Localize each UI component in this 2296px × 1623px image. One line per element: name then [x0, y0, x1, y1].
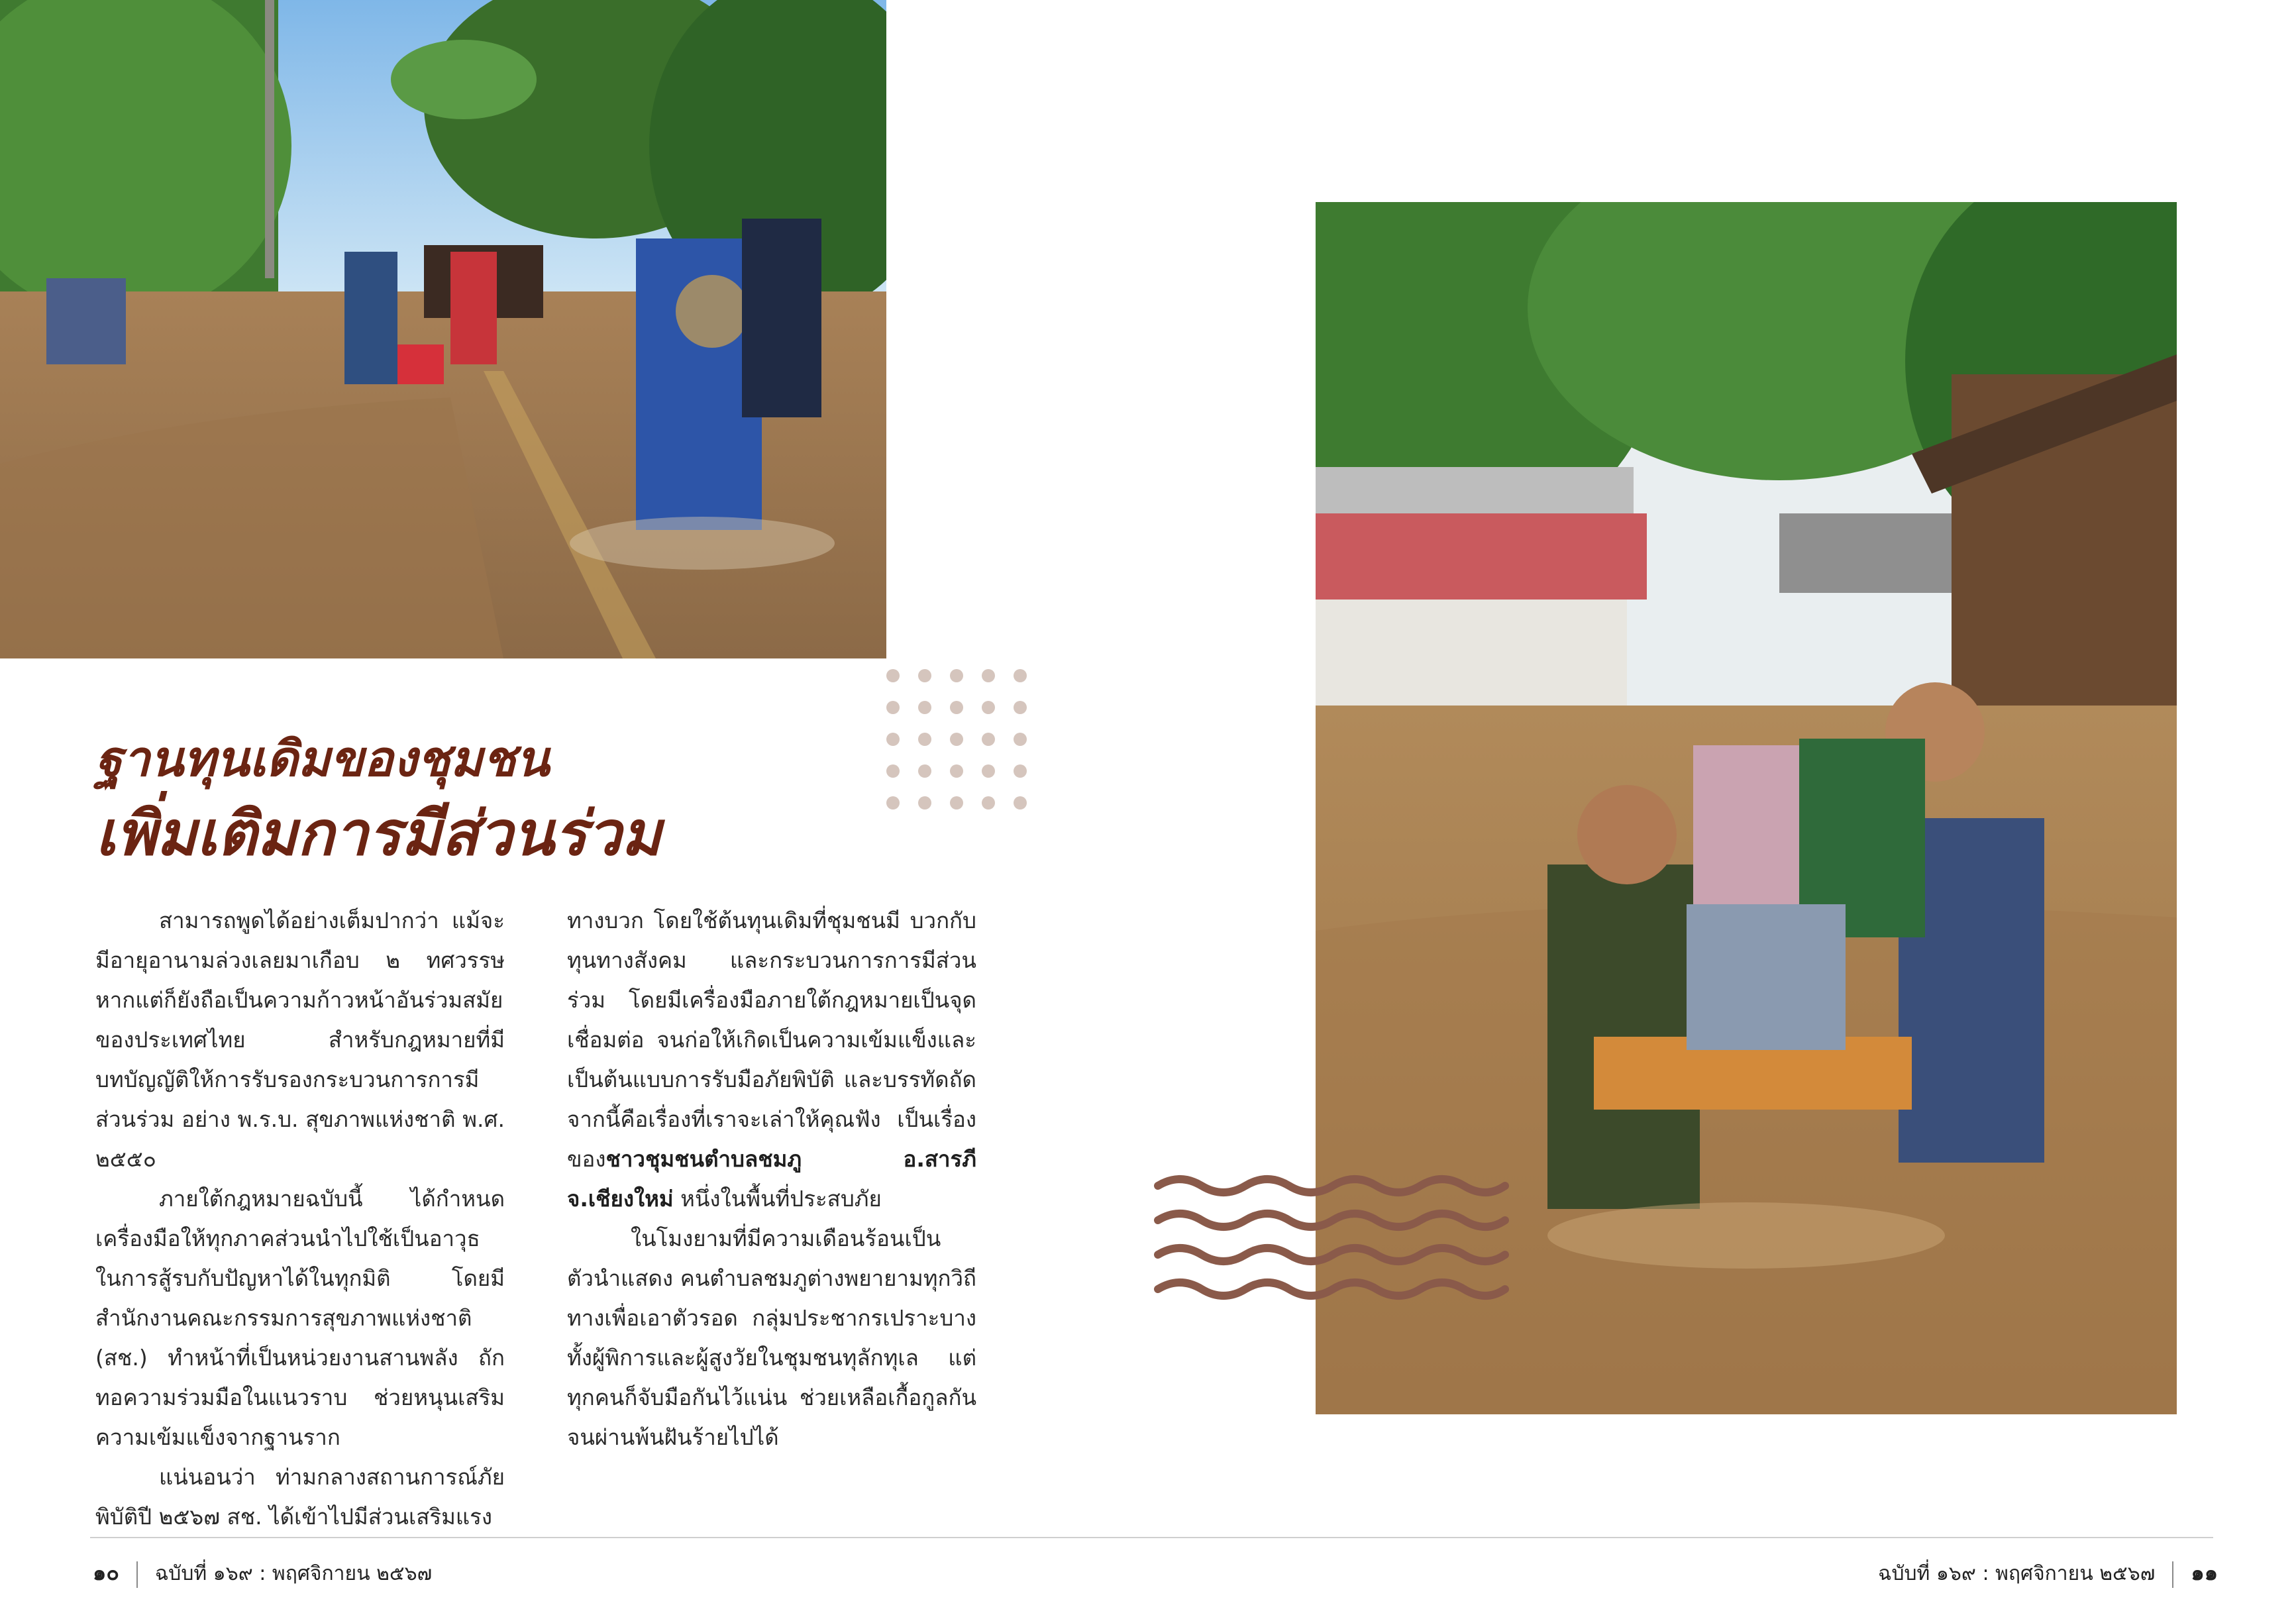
paragraph: ภายใต้กฎหมายฉบับนี้ ได้กำหนดเครื่องมือให้ทุกภาคส่วนนำไปใช้เป็นอาวุธในการสู้รบกับปัญหาได้ในทุกมิติ โดยมี สำนักงานคณะกรรมการสุขภาพแห่งชาติ (สช.) ทำหน้าที่เป็นหน่วยงานสานพลัง ถักทอความร่วมมือในแนวราบ ช่วยหนุนเสริมความเข้มแข็งจากฐานราก — [95, 1186, 505, 1450]
paragraph — [567, 901, 976, 1219]
footer-left — [93, 1558, 432, 1587]
page-number-left: ๑๐ — [93, 1560, 119, 1585]
heading-line-1: ฐานทุนเดิมของชุมชน — [95, 731, 550, 788]
body-column-2 — [567, 901, 976, 1457]
flood-road-photo — [0, 0, 886, 658]
paragraph-text: หนึ่งในพื้นที่ประสบภัย — [673, 1186, 882, 1212]
footer-divider — [90, 1537, 2213, 1538]
decorative-waves — [1153, 1173, 1510, 1305]
issue-label-right: ฉบับที่ ๑๖๙ : พฤศจิกายน ๒๕๖๗ — [1878, 1562, 2156, 1585]
footer-separator — [2172, 1561, 2173, 1588]
decorative-dot-grid — [886, 669, 1039, 821]
footer-right — [1878, 1558, 2218, 1587]
paragraph: ในโมงยามที่มีความเดือนร้อนเป็นตัวนำแสดง คนตำบลชมภูต่างพยายามทุกวิถีทางเพื่อเอาตัวรอด กลุ่มประชากรเปราะบางทั้งผู้พิการและผู้สูงวัยในชุมชนทุลักทุเล แต่ทุกคนก็จับมือกันไว้แน่น ช่วยเหลือเกื้อกูลกันจนผ่านพ้นฝันร้ายไปได้ — [567, 1226, 976, 1450]
community-name: ชาวชุมชนตำบลชมภู อ.สารภี จ.เชียงใหม่ — [567, 1146, 976, 1212]
body-column-1 — [95, 901, 505, 1537]
issue-label-left: ฉบับที่ ๑๖๙ : พฤศจิกายน ๒๕๖๗ — [154, 1562, 433, 1585]
page-number-right: ๑๑ — [2191, 1560, 2218, 1585]
paragraph: สามารถพูดได้อย่างเต็มปากว่า แม้จะมีอายุอานามล่วงเลยมาเกือบ ๒ ทศวรรษ หากแต่ก็ยังถือเป็นความก้าวหน้าอันร่วมสมัยของประเทศไทย สำหรับกฎหมายที่มีบทบัญญัติให้การรับรองกระบวนการการมีส่วนร่วม อย่าง พ.ร.บ. สุขภาพแห่งชาติ พ.ศ. ๒๕๕๐ — [95, 908, 505, 1172]
footer-separator — [136, 1561, 138, 1588]
article-heading — [95, 722, 692, 870]
paragraph: แน่นอนว่า ท่ามกลางสถานการณ์ภัยพิบัติปี ๒๕๖๗ สช. ได้เข้าไปมีส่วนเสริมแรง — [95, 1464, 505, 1530]
paragraph-text: ทางบวก โดยใช้ต้นทุนเดิมที่ชุมชนมี บวกกับทุนทางสังคม และกระบวนการการมีส่วนร่วม โดยมีเครื่องมือภายใต้กฎหมายเป็นจุดเชื่อมต่อ จนก่อให้เกิดเป็นความเข้มแข็งและเป็นต้นแบบการรับมือภัยพิบัติ และบรรทัดถัดจากนี้คือเรื่องที่เราจะเล่าให้คุณฟัง เป็นเรื่องของ — [567, 908, 976, 1172]
heading-line-2: เพิ่มเติมการมีส่วนร่วม — [95, 798, 662, 869]
